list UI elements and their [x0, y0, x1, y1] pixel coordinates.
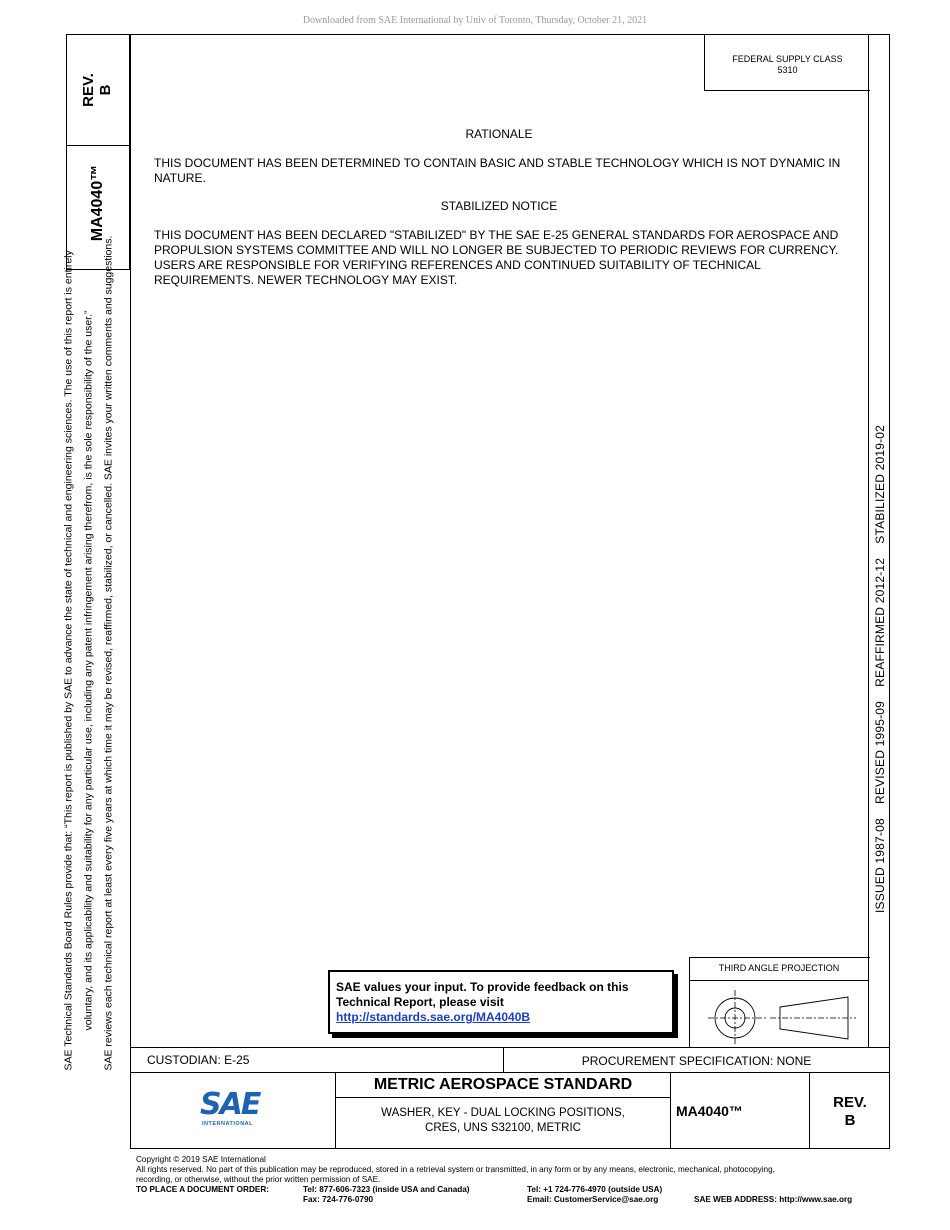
federal-supply-label: FEDERAL SUPPLY CLASS	[732, 54, 843, 64]
download-note: Downloaded from SAE International by Univ of Toronto, Thursday, October 21, 2021	[302, 15, 648, 26]
side-note-line1: SAE Technical Standards Board Rules provide that: “This report is published by SAE to advance the state of technical and engineering sciences. The use of this report is entirely	[62, 250, 75, 1071]
order-tel-usa: Tel: 877-606-7323 (inside USA and Canada)	[303, 1185, 470, 1194]
footer	[136, 1155, 896, 1185]
feedback-line1: SAE values your input. To provide feedback on this	[336, 980, 629, 994]
order-fax: Fax: 724-776-0790	[303, 1195, 374, 1204]
title-block-divider	[670, 1073, 671, 1149]
part-description-line2: CRES, UNS S32100, METRIC	[425, 1122, 581, 1134]
side-note-line3: SAE reviews each technical report at least every five years at which time it may be revised, reaffirmed, stabilized, or cancelled. SAE invites your written comments and suggestions.	[102, 235, 115, 1071]
order-tel-outside: Tel: +1 724-776-4970 (outside USA)	[527, 1185, 663, 1194]
federal-supply-class	[704, 34, 870, 91]
feedback-line2: Technical Report, please visit	[336, 995, 504, 1009]
right-column-divider	[868, 34, 869, 1048]
side-note-line2: voluntary, and its applicability and suitability for any particular use, including any patent infringement arising therefrom, is the sole responsibility of the user.”	[82, 310, 95, 1031]
page-frame	[130, 34, 890, 1048]
rights-line2: recording, or otherwise, without the prior written permission of SAE.	[136, 1175, 381, 1184]
rationale-heading: RATIONALE	[465, 127, 533, 141]
projection-label-divider	[689, 980, 869, 981]
sae-logo-subtitle: INTERNATIONAL	[202, 1121, 254, 1127]
document-dates: ISSUED 1987-08 REVISED 1995-09 REAFFIRMED 2012-12 STABILIZED 2019-02	[873, 424, 887, 913]
side-rev-label: REV.	[80, 73, 97, 107]
feedback-link[interactable]: http://standards.sae.org/MA4040B	[336, 1010, 531, 1024]
rights-line1: All rights reserved. No part of this publication may be reproduced, stored in a retrieval system or transmitted, in any form or by any means, electronic, mechanical, photocopying,	[136, 1165, 775, 1174]
custodian: CUSTODIAN: E-25	[147, 1053, 250, 1067]
part-description-line1: WASHER, KEY - DUAL LOCKING POSITIONS,	[381, 1107, 625, 1119]
stabilized-heading: STABILIZED NOTICE	[440, 199, 558, 213]
side-rev-letter: B	[97, 84, 114, 96]
side-doc-number: MA4040™	[89, 164, 106, 242]
procurement-spec: PROCUREMENT SPECIFICATION: NONE	[581, 1054, 812, 1068]
revision	[810, 1094, 890, 1130]
projection-symbol-icon	[700, 985, 860, 1045]
standard-title: METRIC AEROSPACE STANDARD	[373, 1076, 633, 1093]
stabilized-text: THIS DOCUMENT HAS BEEN DECLARED "STABILIZED" BY THE SAE E-25 GENERAL STANDARDS FOR AEROSPACE AND PROPULSION SYSTEMS COMMITTEE AND WILL NO LONGER BE SUBJECTED TO PERIODIC REVIEWS FOR CURRENCY. USERS ARE RESPONSIBLE FOR VERIFYING REFERENCES AND CONTINUED SUITABILITY OF TECHNICAL REQUIREMENTS. NEWER TECHNOLOGY MAY EXIST.	[154, 228, 839, 287]
part-description	[336, 1106, 670, 1136]
projection-label: THIRD ANGLE PROJECTION	[718, 963, 840, 973]
revision-label: REV.	[833, 1094, 867, 1111]
order-label: TO PLACE A DOCUMENT ORDER:	[136, 1185, 269, 1194]
feedback-box	[328, 970, 674, 1034]
federal-supply-number: 5310	[777, 65, 798, 75]
copyright: Copyright © 2019 SAE International	[136, 1155, 266, 1164]
standard-title-divider	[336, 1097, 670, 1098]
sae-logo	[200, 1089, 264, 1127]
order-email: Email: CustomerService@sae.org	[527, 1195, 659, 1204]
revision-letter: B	[844, 1112, 856, 1129]
side-revision	[80, 50, 116, 130]
sae-logo-mark: SAE	[200, 1087, 260, 1122]
rationale-text: THIS DOCUMENT HAS BEEN DETERMINED TO CONTAIN BASIC AND STABLE TECHNOLOGY WHICH IS NOT DYNAMIC IN NATURE.	[154, 156, 841, 185]
web-address: SAE WEB ADDRESS: http://www.sae.org	[694, 1195, 853, 1204]
doc-number: MA4040™	[676, 1103, 743, 1119]
